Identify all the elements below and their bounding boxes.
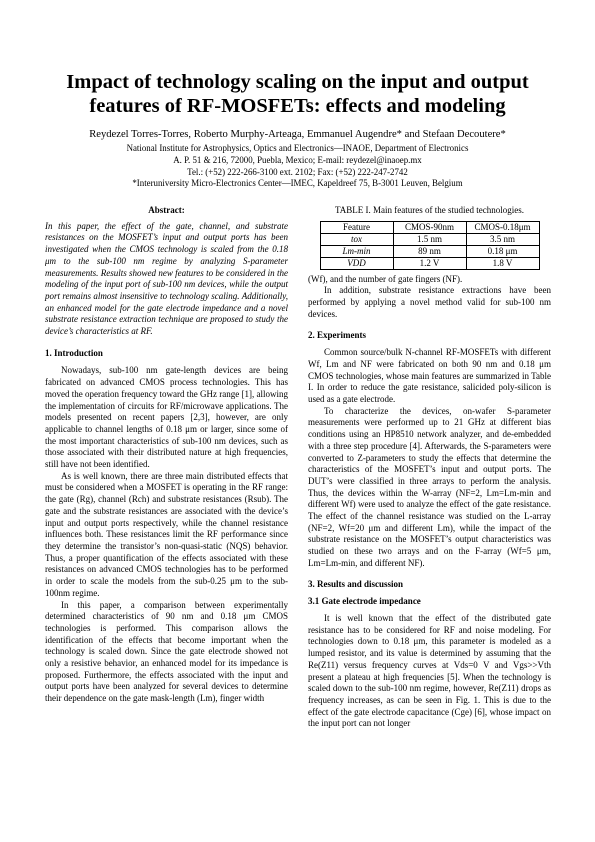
table-cell: Lm-min bbox=[320, 245, 393, 257]
table-row bbox=[320, 245, 539, 257]
intro-paragraph: In this paper, a comparison between experimentally determined characteristics of 90 nm and 0.18 μm CMOS technologies is performed. This comparison allows the identification of the effects that become important when the technology is scaled down. Since the gate electrode showed not only a resistive behavior, an enhanced model for its impedance is proposed. Furthermore, the effects associated with the input and output ports have been analyzed for several devices to determine their dependence on the gate mask-length (Lm), finger width bbox=[45, 599, 288, 704]
title-line-1: Impact of technology scaling on the input and output bbox=[66, 71, 529, 93]
section-heading-introduction: 1. Introduction bbox=[45, 347, 103, 358]
section-heading-experiments: 2. Experiments bbox=[308, 329, 366, 340]
table-header-cell: CMOS-0.18μm bbox=[466, 221, 539, 233]
affiliation-line: *Interuniversity Micro-Electronics Center—IMEC, Kapeldreef 75, B-3001 Leuven, Belgium bbox=[132, 178, 463, 189]
table-caption: TABLE I. Main features of the studied technologies. bbox=[335, 205, 524, 215]
table-header-cell: CMOS-90nm bbox=[393, 221, 466, 233]
experiments-paragraph: Common source/bulk N-channel RF-MOSFETs with different Wf, Lm and NF were fabricated on both 90 nm and 0.18 μm CMOS technologies, whose main features are summarized in Table I. In order to reduce the gate resistance, salicided poly-silicon is used as a gate electrode. bbox=[308, 347, 551, 405]
table-cell: 3.5 nm bbox=[466, 233, 539, 245]
affiliation-line: A. P. 51 & 216, 72000, Puebla, Mexico; E-mail: reydezel@inaoep.mx bbox=[173, 154, 422, 165]
affiliations bbox=[30, 143, 565, 190]
affiliation-line: National Institute for Astrophysics, Optics and Electronics—INAOE, Department of Electronics bbox=[126, 143, 469, 153]
table-header-cell: Feature bbox=[320, 221, 393, 233]
title-line-2: features of RF-MOSFETs: effects and modeling bbox=[89, 95, 506, 117]
abstract-heading: Abstract: bbox=[148, 205, 185, 215]
section-heading-results: 3. Results and discussion bbox=[308, 578, 404, 589]
table-cell: 1.5 nm bbox=[393, 233, 466, 245]
intro-paragraph: As is well known, there are three main distributed effects that must be considered when a MOSFET is operating in the RF range: the gate (Rg), channel (Rch) and substrate resistances (Rsub). The gate and the substrate resistances are associated with the device’s input and output ports respectively, while the channel resistance influences both. These resistances limit the RF performance since they determine the transistor’s non-quasi-static (NQS) behavior. Thus, a proper quantification of the effects associated with these resistances on advanced CMOS technologies has to be performed in order to scale the models from the sub-0.25 μm to the sub-100nm regime. bbox=[45, 470, 288, 598]
intro-continuation: (Wf), and the number of gate fingers (NF). bbox=[308, 273, 463, 284]
table-header-row bbox=[320, 221, 539, 233]
intro-paragraph: Nowadays, sub-100 nm gate-length devices are being fabricated on advanced CMOS process technologies. This has moved the operation frequency toward the GHz range [1], allowing the implementation of circuits for RF/microwave applications. The models presented on recent papers [2,3], however, are only applicable to channel lengths of 0.18 μm or larger, since some of the most important characteristics of sub-100 nm devices, such as those associated with their distributed nature at high frequencies, still have not been identified. bbox=[45, 365, 288, 470]
left-column bbox=[45, 205, 288, 705]
table-row bbox=[320, 233, 539, 245]
table-row bbox=[320, 257, 539, 269]
intro-paragraph: In addition, substrate resistance extractions have been performed by applying a novel method valid for sub-100 nm devices. bbox=[308, 285, 551, 319]
experiments-paragraph: To characterize the devices, on-wafer S-parameter measurements were performed up to 21 GHz at different bias conditions using an HP8510 network analyzer, and de-embedded with a three step procedure [4]. Afterwards, the S-parameters were converted to Z-parameters to study the effects that determine the characteristics of the MOSFET’s input and output ports. The DUT’s were classified in three arrays to perform the analysis. Thus, the devices within the W-array (NF=2, Lm=Lm-min and different Wf) were used to analyze the effect of the gate resistance. The effect of the channel resistance was studied on the L-array (NF=2, Wf=20 μm and different Lm), while the impact of the substrate resistance on the MOSFET’s output characteristics was studied on these two arrays and on the F-array (Wf=5 μm, Lm=Lm-min, and different NF). bbox=[308, 405, 551, 568]
table-cell: 0.18 μm bbox=[466, 245, 539, 257]
affiliation-line: Tel.: (+52) 222-266-3100 ext. 2102; Fax: (+52) 222-247-2742 bbox=[187, 166, 408, 177]
table-cell: 1.8 V bbox=[466, 257, 539, 269]
paper-title bbox=[40, 70, 555, 118]
table-cell: tox bbox=[320, 233, 393, 245]
abstract-text: In this paper, the effect of the gate, channel, and substrate resistances on the MOSFET’s input and output ports has been investigated when the CMOS technology is scaled from the 0.18 μm to the sub-100 nm regime by analyzing S-parameter measurements. Results showed new features to be considered in the modeling of the input port of sub-100 nm devices, while the output port remains almost insensitive to technology scaling. Additionally, an enhanced model for the gate electrode impedance and a novel substrate resistance extraction technique are proposed to study the device’s characteristics at RF. bbox=[45, 220, 288, 337]
right-column bbox=[308, 205, 551, 730]
features-table bbox=[320, 221, 540, 270]
table-cell: 89 nm bbox=[393, 245, 466, 257]
subsection-heading-gate-impedance: 3.1 Gate electrode impedance bbox=[308, 596, 421, 607]
table-cell: VDD bbox=[320, 257, 393, 269]
author-list: Reydezel Torres-Torres, Roberto Murphy-Arteaga, Emmanuel Augendre* and Stefaan Decoutere* bbox=[89, 129, 506, 140]
table-cell: 1.2 V bbox=[393, 257, 466, 269]
gate-paragraph: It is well known that the effect of the distributed gate resistance has to be considered for RF and noise modeling. For technologies down to 0.18 μm, this parameter is modeled as a lumped resistor, and its value is determined by assuming that the Re(Z11) versus frequency curves at Vds=0 V and Vgs>>Vth present a plateau at high frequencies [5]. When the technology is scaled down to the sub-100 nm regime, however, Re(Z11) drops as frequency increases, as can be seen in Fig. 1. This is due to the effect of the gate electrode capacitance (Cge) [6], whose impact on the input port can not longer bbox=[308, 612, 551, 729]
